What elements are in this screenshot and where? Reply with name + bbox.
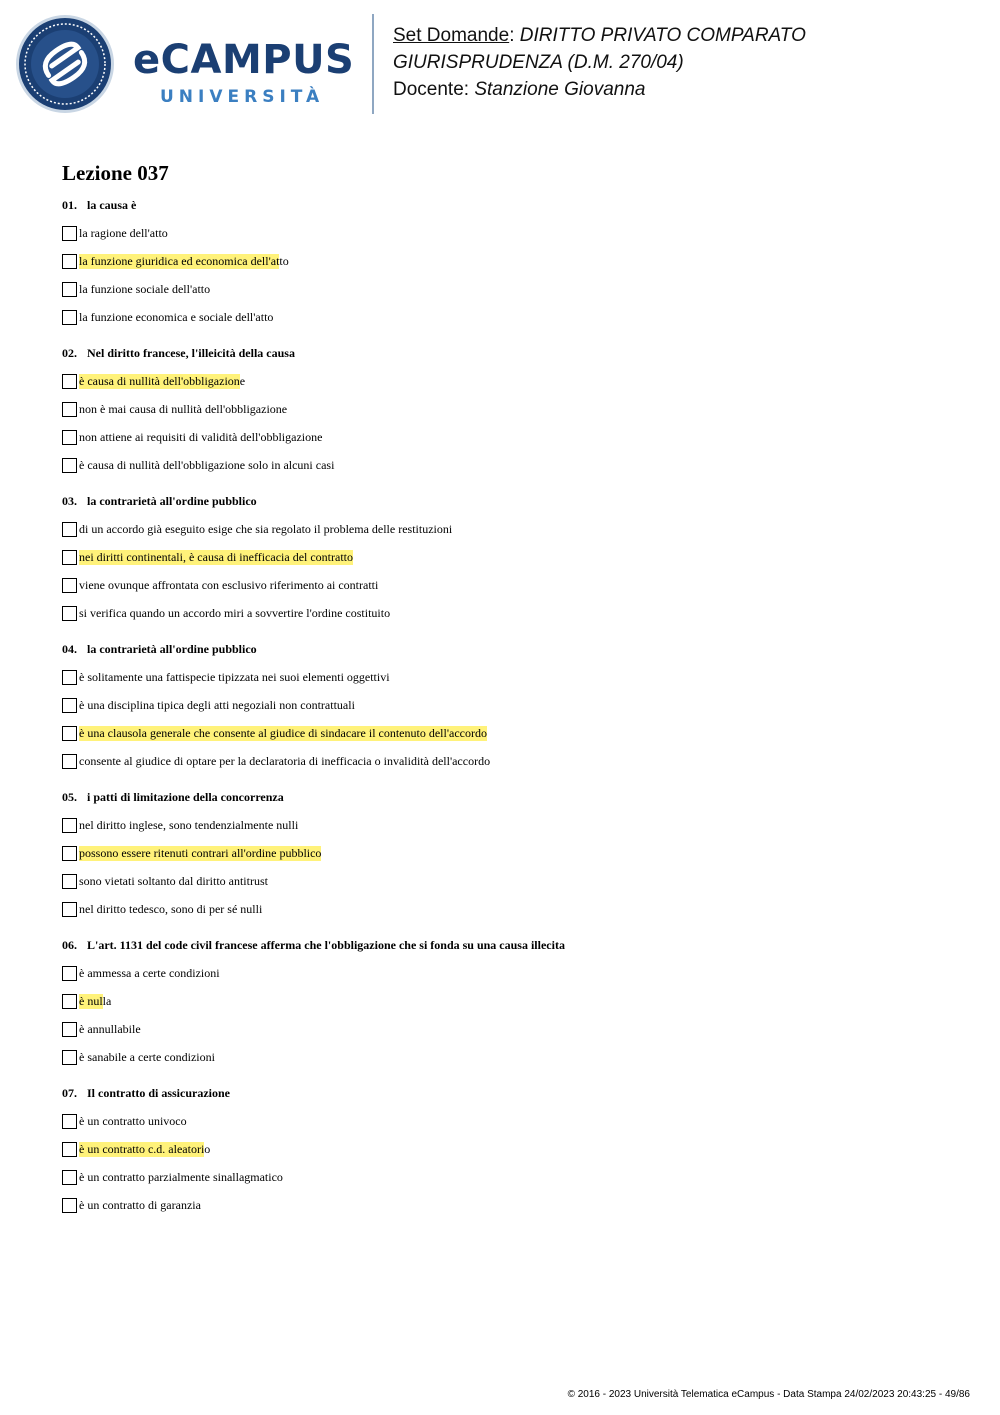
answer-checkbox[interactable]: [62, 1022, 77, 1037]
answer-checkbox[interactable]: [62, 818, 77, 833]
answer-checkbox[interactable]: [62, 430, 77, 445]
answer-option: [62, 747, 962, 775]
answer-checkbox[interactable]: [62, 726, 77, 741]
question-number: 04.: [62, 642, 77, 656]
answer-text: sono vietati soltanto dal diritto antitrust: [79, 873, 268, 888]
set-separator: :: [509, 25, 520, 46]
question-number: 07.: [62, 1086, 77, 1100]
answer-option: [62, 275, 962, 303]
question-text: [62, 788, 962, 806]
highlighted-answer-text: è causa di nullità dell'obbligazion: [79, 373, 240, 388]
answer-checkbox[interactable]: [62, 578, 77, 593]
answer-checkbox[interactable]: [62, 754, 77, 769]
answer-option: [62, 895, 962, 923]
answer-text: è annullabile: [79, 1021, 141, 1036]
answer-text: di un accordo già eseguito esige che sia regolato il problema delle restituzioni: [79, 521, 453, 536]
highlighted-answer-text: possono essere ritenuti contrari all'ordine pubblico: [79, 845, 322, 860]
answer-text: è ammessa a certe condizioni: [79, 965, 220, 980]
answer-option: [62, 1015, 962, 1043]
question-text: [62, 640, 962, 658]
answer-checkbox[interactable]: [62, 282, 77, 297]
highlighted-answer-text: è nul: [79, 993, 103, 1008]
answer-text: o: [204, 1141, 211, 1156]
answer-option: [62, 247, 962, 275]
answer-checkbox[interactable]: [62, 374, 77, 389]
answer-option: [62, 367, 962, 395]
answer-option: [62, 959, 962, 987]
question-number: 01.: [62, 198, 77, 212]
answer-checkbox[interactable]: [62, 698, 77, 713]
answer-text: e: [239, 373, 246, 388]
question-text: [62, 492, 962, 510]
answer-text: è causa di nullità dell'obbligazione solo in alcuni casi: [79, 457, 335, 472]
answer-text: nel diritto inglese, sono tendenzialmente nulli: [79, 817, 299, 832]
answer-text: è un contratto di garanzia: [79, 1197, 201, 1212]
answer-checkbox[interactable]: [62, 994, 77, 1009]
answer-text: nel diritto tedesco, sono di per sé nulli: [79, 901, 263, 916]
question-block: [62, 1084, 962, 1219]
answer-option: [62, 987, 962, 1015]
answer-checkbox[interactable]: [62, 1198, 77, 1213]
answer-checkbox[interactable]: [62, 902, 77, 917]
answer-option: [62, 395, 962, 423]
question-block: [62, 196, 962, 331]
lesson-title: Lezione 037: [62, 161, 169, 185]
answer-checkbox[interactable]: [62, 874, 77, 889]
answer-checkbox[interactable]: [62, 550, 77, 565]
answer-text: si verifica quando un accordo miri a sovvertire l'ordine costituito: [79, 605, 391, 620]
answer-text: non è mai causa di nullità dell'obbligazione: [79, 401, 288, 416]
answer-text: to: [279, 253, 289, 268]
question-block: [62, 344, 962, 479]
question-label: Il contratto di assicurazione: [87, 1086, 230, 1100]
answer-text: la: [102, 993, 112, 1008]
answer-checkbox[interactable]: [62, 846, 77, 861]
answer-text: è solitamente una fattispecie tipizzata nei suoi elementi oggettivi: [79, 669, 390, 684]
answer-option: [62, 599, 962, 627]
answer-checkbox[interactable]: [62, 458, 77, 473]
answer-checkbox[interactable]: [62, 1142, 77, 1157]
question-text: [62, 344, 962, 362]
question-number: 06.: [62, 938, 77, 952]
answer-option: [62, 1043, 962, 1071]
answer-option: [62, 219, 962, 247]
header-divider: [372, 14, 374, 114]
highlighted-answer-text: è un contratto c.d. aleatori: [79, 1141, 205, 1156]
answer-option: [62, 543, 962, 571]
highlighted-answer-text: è una clausola generale che consente al giudice di sindacare il contenuto dell'accordo: [79, 725, 487, 740]
ecampus-seal-logo: [15, 14, 115, 114]
question-number: 03.: [62, 494, 77, 508]
answer-checkbox[interactable]: [62, 402, 77, 417]
question-block: [62, 640, 962, 775]
teacher-line: [393, 76, 993, 103]
answer-option: [62, 515, 962, 543]
teacher-label: Docente: [393, 79, 464, 100]
answer-option: [62, 691, 962, 719]
question-text: [62, 196, 962, 214]
answer-option: [62, 1107, 962, 1135]
answer-option: [62, 839, 962, 867]
answer-checkbox[interactable]: [62, 254, 77, 269]
logo-subtitle: UNIVERSITÀ: [160, 87, 325, 107]
answer-option: [62, 1135, 962, 1163]
question-block: [62, 936, 962, 1071]
answer-text: viene ovunque affrontata con esclusivo riferimento ai contratti: [79, 577, 379, 592]
answer-option: [62, 303, 962, 331]
set-label: Set Domande: [393, 25, 510, 46]
answer-option: [62, 451, 962, 479]
answer-checkbox[interactable]: [62, 1050, 77, 1065]
answer-checkbox[interactable]: [62, 522, 77, 537]
question-label: Nel diritto francese, l'illeicità della causa: [87, 346, 295, 360]
question-label: la contrarietà all'ordine pubblico: [87, 642, 257, 656]
answer-option: [62, 423, 962, 451]
teacher-name: Stanzione Giovanna: [474, 79, 646, 100]
page-header: [0, 0, 1000, 130]
answer-checkbox[interactable]: [62, 606, 77, 621]
answer-text: la ragione dell'atto: [79, 225, 168, 240]
answer-text: la funzione sociale dell'atto: [79, 281, 211, 296]
answer-option: [62, 719, 962, 747]
question-block: [62, 788, 962, 923]
question-label: i patti di limitazione della concorrenza: [87, 790, 284, 804]
question-text: [62, 936, 962, 954]
answer-checkbox[interactable]: [62, 966, 77, 981]
question-number: 02.: [62, 346, 77, 360]
highlighted-answer-text: nei diritti continentali, è causa di inefficacia del contratto: [79, 549, 354, 564]
question-block: [62, 492, 962, 627]
answer-checkbox[interactable]: [62, 1114, 77, 1129]
answer-checkbox[interactable]: [62, 310, 77, 325]
answer-checkbox[interactable]: [62, 670, 77, 685]
question-label: la causa è: [87, 198, 137, 212]
question-list: [62, 196, 962, 1219]
question-label: la contrarietà all'ordine pubblico: [87, 494, 257, 508]
answer-option: [62, 663, 962, 691]
lesson-content: [62, 160, 962, 1232]
course-name: DIRITTO PRIVATO COMPARATO: [519, 25, 806, 46]
answer-option: [62, 1191, 962, 1219]
answer-text: è sanabile a certe condizioni: [79, 1049, 215, 1064]
highlighted-answer-text: la funzione giuridica ed economica dell'at: [79, 253, 280, 268]
question-label: L'art. 1131 del code civil francese afferma che l'obbligazione che si fonda su una causa illecita: [87, 938, 565, 952]
answer-text: è una disciplina tipica degli atti negoziali non contrattuali: [79, 697, 355, 712]
course-line-1: [393, 22, 993, 49]
answer-text: è un contratto univoco: [79, 1113, 187, 1128]
answer-checkbox[interactable]: [62, 1170, 77, 1185]
answer-text: non attiene ai requisiti di validità dell'obbligazione: [79, 429, 323, 444]
answer-checkbox[interactable]: [62, 226, 77, 241]
answer-option: [62, 811, 962, 839]
answer-option: [62, 1163, 962, 1191]
answer-text: consente al giudice di optare per la declaratoria di inefficacia o invalidità dell'accordo: [79, 753, 491, 768]
course-line-2: [393, 49, 993, 76]
question-text: [62, 1084, 962, 1102]
answer-text: è un contratto parzialmente sinallagmatico: [79, 1169, 283, 1184]
page-footer: © 2016 - 2023 Università Telematica eCampus - Data Stampa 24/02/2023 20:43:25 - 49/86: [567, 1389, 970, 1400]
course-program: GIURISPRUDENZA (D.M. 270/04): [393, 52, 684, 73]
logo-wordmark: eCAMPUS: [133, 37, 355, 83]
answer-text: la funzione economica e sociale dell'atto: [79, 309, 274, 324]
answer-option: [62, 571, 962, 599]
answer-option: [62, 867, 962, 895]
course-info: [393, 22, 993, 103]
question-number: 05.: [62, 790, 77, 804]
teacher-separator: :: [463, 79, 475, 100]
